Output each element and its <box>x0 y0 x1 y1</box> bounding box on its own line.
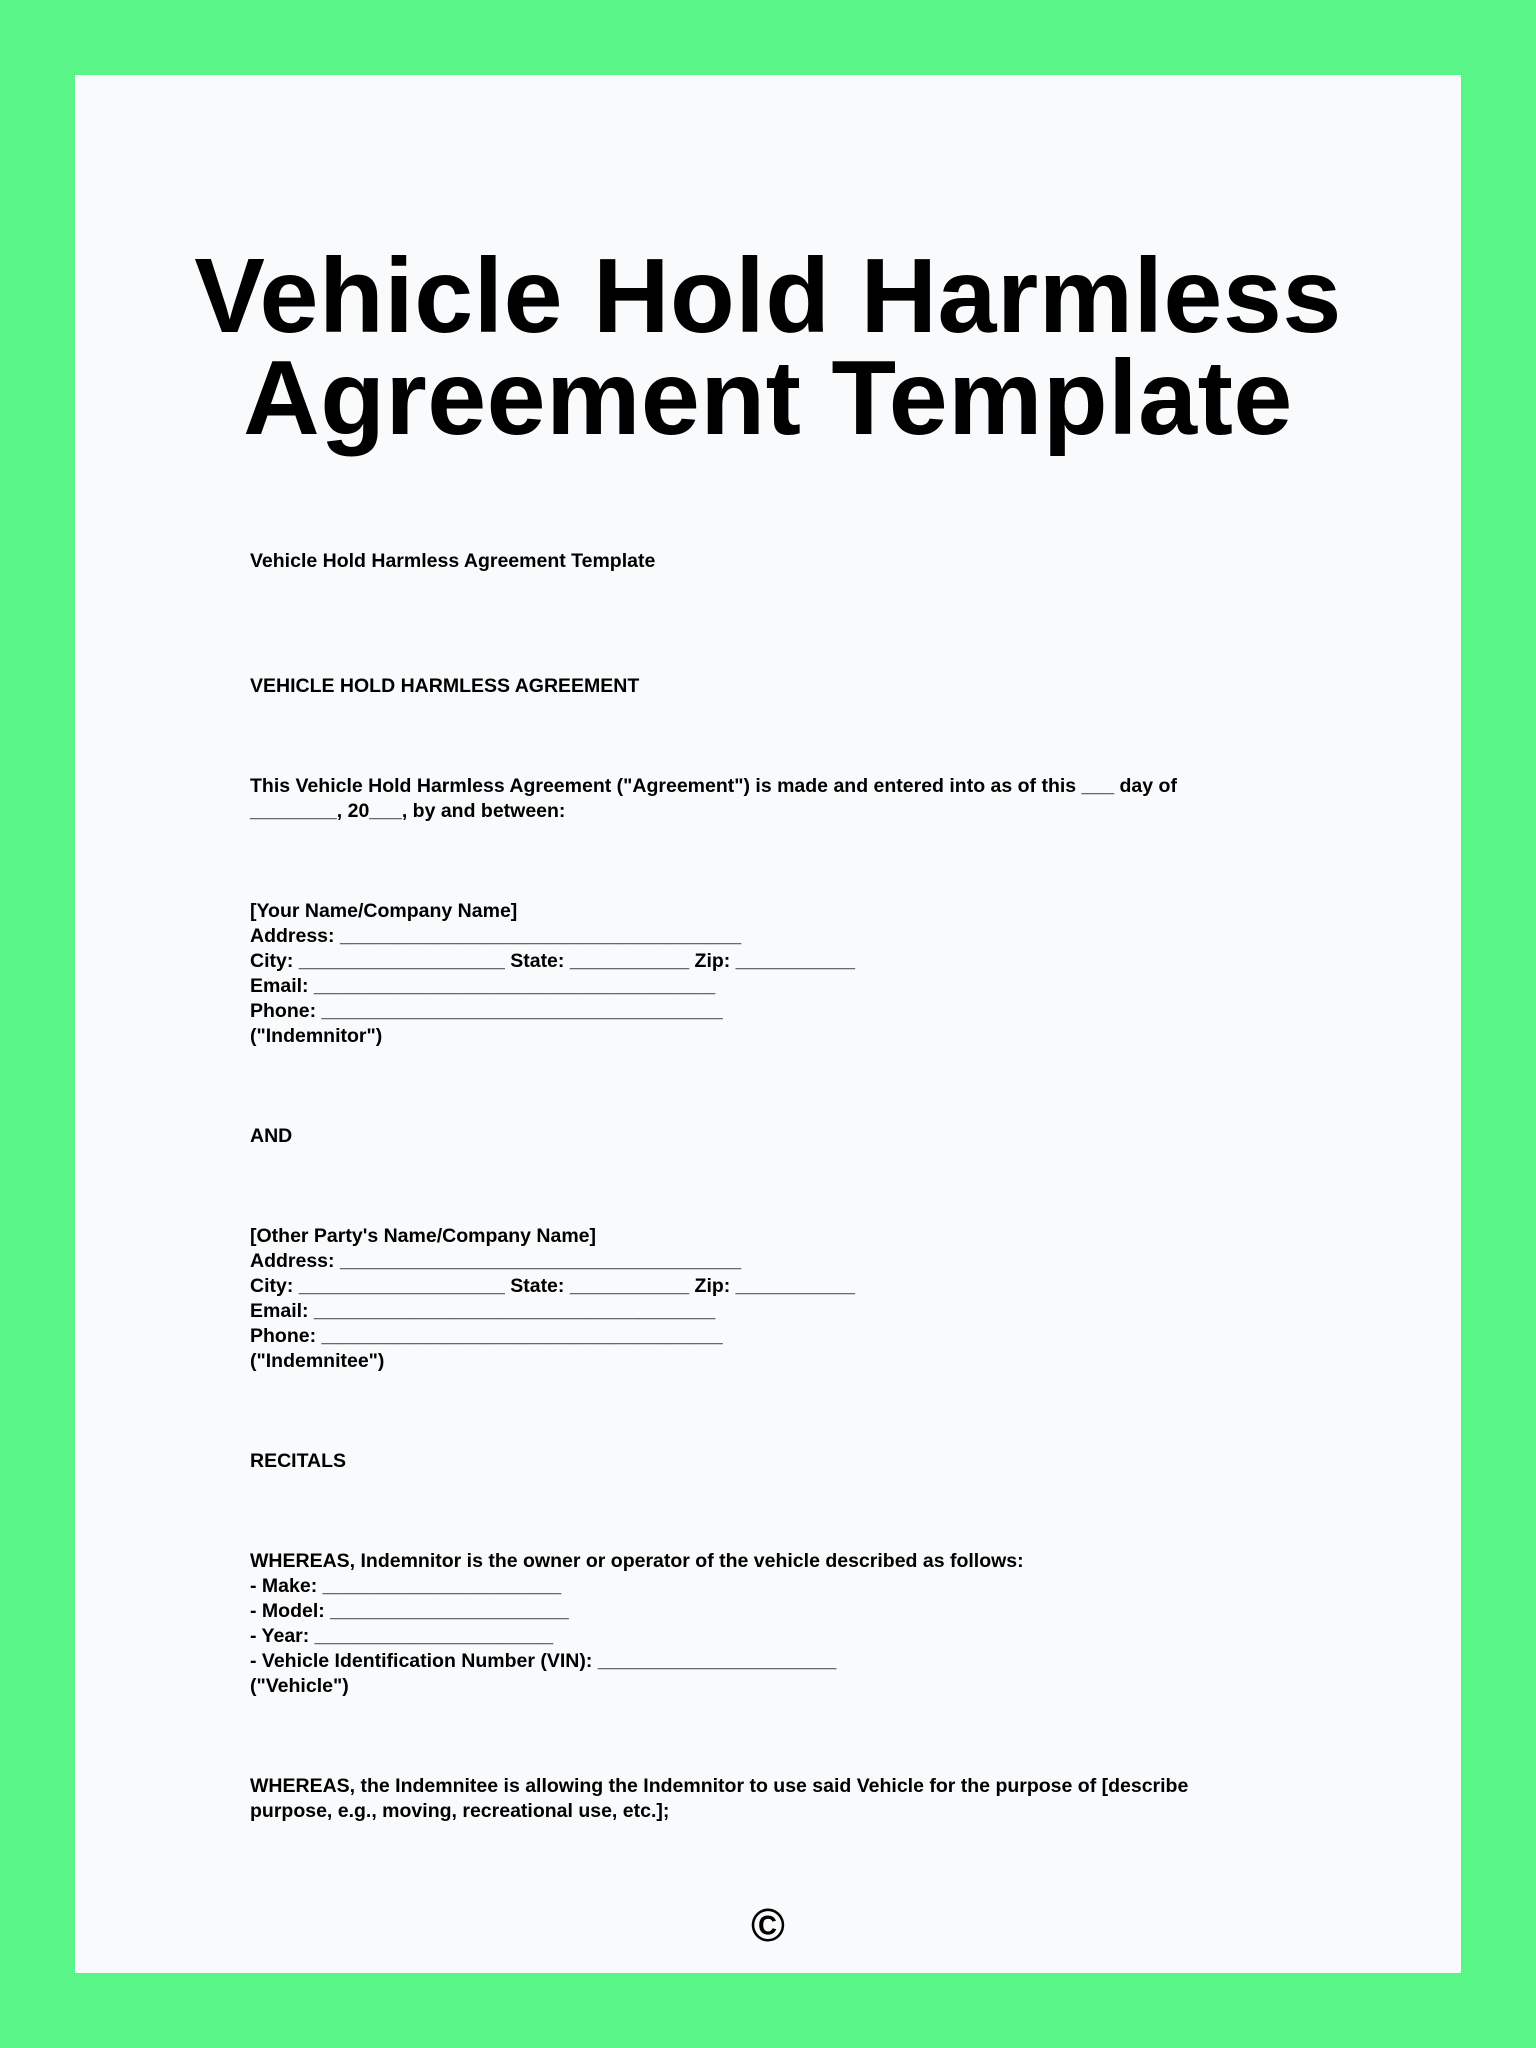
title-line-1: Vehicle Hold Harmless <box>194 237 1342 355</box>
copyright-icon: © <box>751 1899 785 1951</box>
party-2-role: ("Indemnitee") <box>250 1350 385 1372</box>
subtitle: Vehicle Hold Harmless Agreement Template <box>250 550 656 572</box>
title-line-2: Agreement Template <box>243 339 1293 457</box>
party-1-address: Address: _____________________________________ <box>250 925 742 947</box>
vehicle-label: ("Vehicle") <box>250 1675 349 1697</box>
intro-paragraph <box>250 774 1330 824</box>
agreement-heading: VEHICLE HOLD HARMLESS AGREEMENT <box>250 675 640 697</box>
vehicle-make: - Make: ______________________ <box>250 1575 562 1597</box>
intro-line-1: This Vehicle Hold Harmless Agreement ("Agreement") is made and entered into as of this ___ day of <box>250 775 1177 797</box>
whereas-purpose-block <box>250 1774 1330 1824</box>
intro-line-2: ________, 20___, by and between: <box>250 800 566 822</box>
document-body <box>250 549 1330 1824</box>
vehicle-vin: - Vehicle Identification Number (VIN): ______________________ <box>250 1650 837 1672</box>
party-1-phone: Phone: _____________________________________ <box>250 1000 723 1022</box>
party-1-name: [Your Name/Company Name] <box>250 900 518 922</box>
party-2-email: Email: _____________________________________ <box>250 1300 716 1322</box>
document-title <box>75 237 1461 457</box>
vehicle-year: - Year: ______________________ <box>250 1625 554 1647</box>
party-2-city-state-zip: City: ___________________ State: ___________ Zip: ___________ <box>250 1275 855 1297</box>
recitals-heading: RECITALS <box>250 1450 347 1472</box>
whereas-vehicle-intro: WHEREAS, Indemnitor is the owner or operator of the vehicle described as follows: <box>250 1550 1024 1572</box>
party-1-email: Email: _____________________________________ <box>250 975 716 997</box>
party-2-phone: Phone: _____________________________________ <box>250 1325 723 1347</box>
party-1-role: ("Indemnitor") <box>250 1025 383 1047</box>
party-1-block <box>250 899 1330 1049</box>
party-2-block <box>250 1224 1330 1374</box>
vehicle-model: - Model: ______________________ <box>250 1600 569 1622</box>
party-1-city-state-zip: City: ___________________ State: ___________ Zip: ___________ <box>250 950 855 972</box>
whereas-purpose-line-2: purpose, e.g., moving, recreational use, etc.]; <box>250 1800 670 1822</box>
and-label: AND <box>250 1125 293 1147</box>
document-page <box>75 75 1461 1973</box>
party-2-address: Address: _____________________________________ <box>250 1250 742 1272</box>
party-2-name: [Other Party's Name/Company Name] <box>250 1225 596 1247</box>
whereas-vehicle-block <box>250 1549 1330 1699</box>
whereas-purpose-line-1: WHEREAS, the Indemnitee is allowing the Indemnitor to use said Vehicle for the purpose of [describe <box>250 1775 1189 1797</box>
